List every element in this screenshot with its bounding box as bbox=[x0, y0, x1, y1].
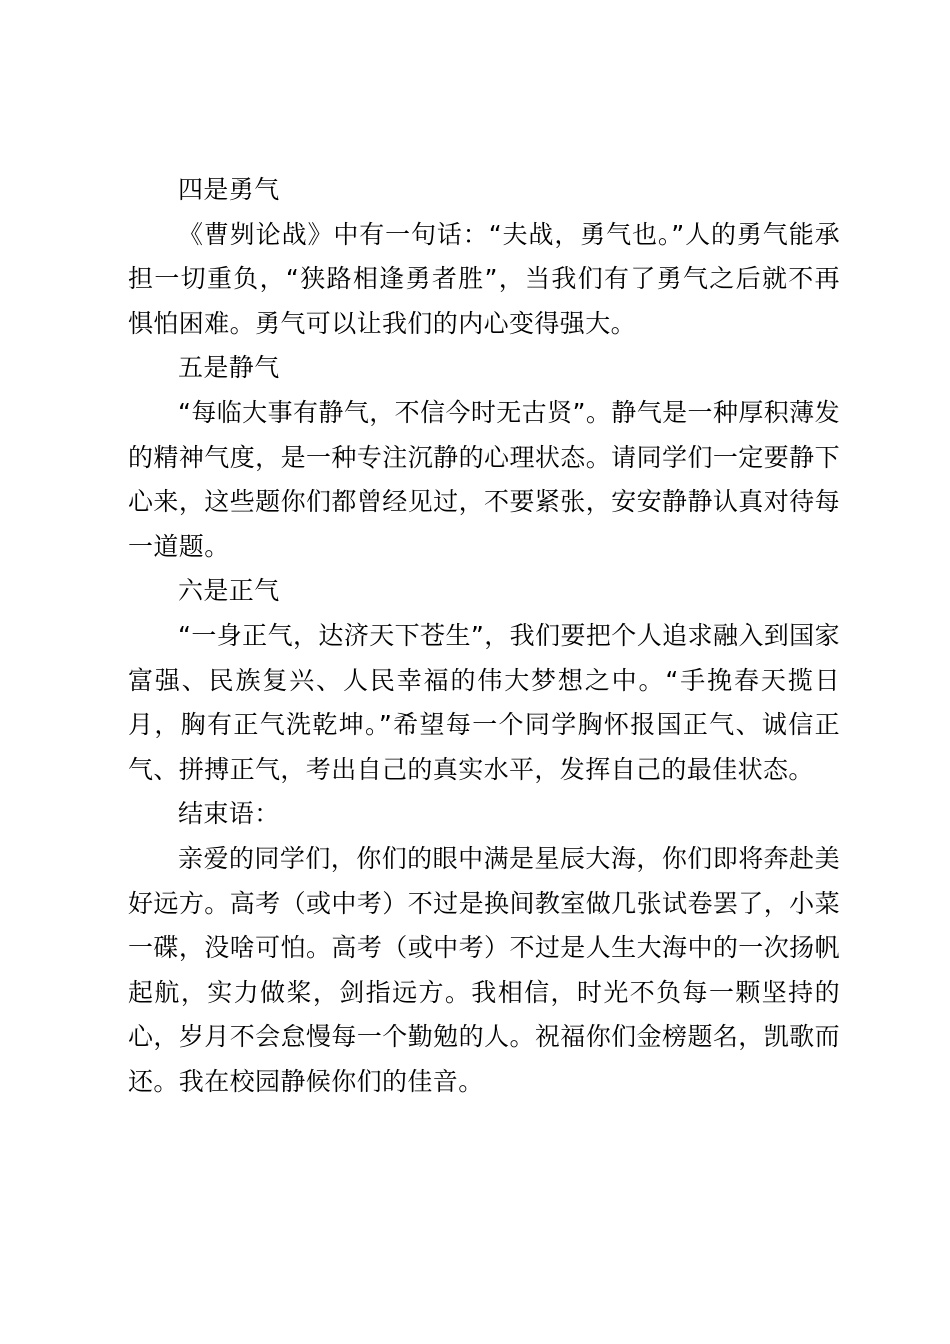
section-heading-calm: 五是静气 bbox=[178, 353, 280, 383]
document-body bbox=[128, 168, 840, 1104]
section-heading-courage: 四是勇气 bbox=[178, 175, 280, 204]
paragraph-courage: 《曹刿论战》中有一句话：“夫战，勇气也。”人的勇气能承担一切重负，“狭路相逢勇者胜”，当我们有了勇气之后就不再惧怕困难。勇气可以让我们的内心变得强大。 bbox=[128, 219, 840, 338]
section-heading-closing: 结束语： bbox=[178, 799, 280, 829]
paragraph-righteousness: “一身正气，达济天下苍生”，我们要把个人追求融入到国家富强、民族复兴、人民幸福的伟大梦想之中。“手挽春天揽日月，胸有正气洗乾坤。”希望每一个同学胸怀报国正气、诚信正气、拼搏正气，考出自己的真实水平，发挥自己的最佳状态。 bbox=[128, 620, 840, 784]
paragraph-closing: 亲爱的同学们，你们的眼中满是星辰大海，你们即将奔赴美好远方。高考（或中考）不过是换间教室做几张试卷罢了，小菜一碟，没啥可怕。高考（或中考）不过是人生大海中的一次扬帆起航，实力做桨，剑指远方。我相信，时光不负每一颗坚持的心，岁月不会怠慢每一个勤勉的人。祝福你们金榜题名，凯歌而还。我在校园静候你们的佳音。 bbox=[128, 843, 840, 1096]
paragraph-calm: “每临大事有静气，不信今时无古贤”。静气是一种厚积薄发的精神气度，是一种专注沉静的心理状态。请同学们一定要静下心来，这些题你们都曾经见过，不要紧张，安安静静认真对待每一道题。 bbox=[128, 397, 840, 561]
section-heading-righteousness: 六是正气 bbox=[178, 576, 280, 606]
